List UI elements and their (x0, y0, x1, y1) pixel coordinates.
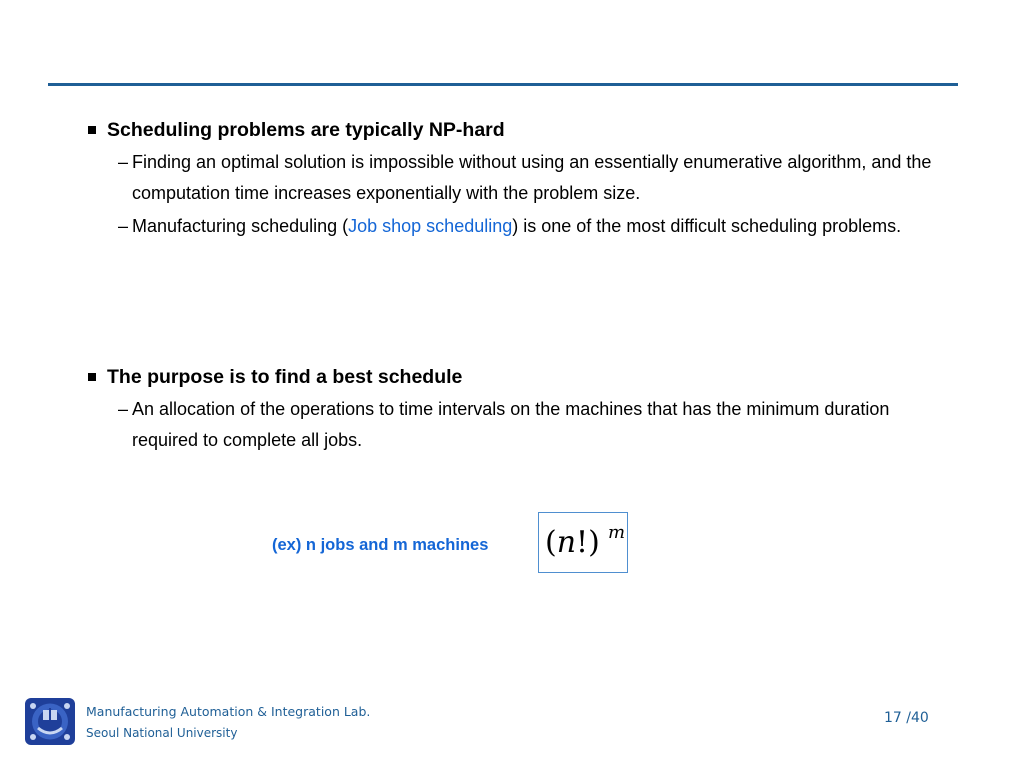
dash-bullet: – (118, 216, 129, 236)
sub-bullet (118, 147, 968, 209)
bullet-heading (88, 117, 968, 143)
sub-bullet (118, 394, 892, 456)
sub-bullet-text-after: ) is one of the most difficult scheduling problems. (512, 216, 902, 236)
formula-variable: n (556, 525, 577, 560)
sub-bullet-text: An allocation of the operations to time intervals on the machines that has the minimum duration required to complete all jobs. (132, 399, 890, 450)
formula-operator: ! (576, 525, 589, 560)
formula-close-paren: ) (588, 525, 600, 560)
formula-exponent: m (608, 522, 626, 543)
dash-bullet: – (118, 399, 129, 419)
footer-university: Seoul National University (86, 726, 238, 740)
university-emblem-icon (25, 698, 75, 745)
factorial-power-formula (545, 522, 626, 561)
sub-bullet-text-before: Manufacturing scheduling ( (132, 216, 349, 236)
page-current: 17 (884, 710, 902, 726)
section-best-schedule (88, 364, 968, 456)
page-number (884, 710, 929, 726)
page-total: /40 (906, 710, 929, 726)
formula-open-paren: ( (545, 525, 557, 560)
heading-text: Scheduling problems are typically NP-hard (107, 119, 505, 141)
bullet-heading (88, 364, 968, 390)
formula-box (538, 512, 628, 573)
heading-text: The purpose is to find a best schedule (107, 366, 463, 388)
square-bullet-icon (88, 373, 96, 381)
sub-bullet-text: Finding an optimal solution is impossible without using an essentially enumerative algorithm, and the computation time increases exponentially with the problem size. (132, 152, 932, 203)
square-bullet-icon (88, 126, 96, 134)
footer-lab-name: Manufacturing Automation & Integration Lab. (86, 704, 371, 719)
example-label: (ex) n jobs and m machines (272, 536, 489, 554)
header-rule (48, 83, 958, 86)
job-shop-scheduling-link[interactable]: Job shop scheduling (348, 216, 513, 236)
section-np-hard (88, 117, 968, 242)
dash-bullet: – (118, 152, 129, 172)
sub-bullet (118, 211, 968, 242)
